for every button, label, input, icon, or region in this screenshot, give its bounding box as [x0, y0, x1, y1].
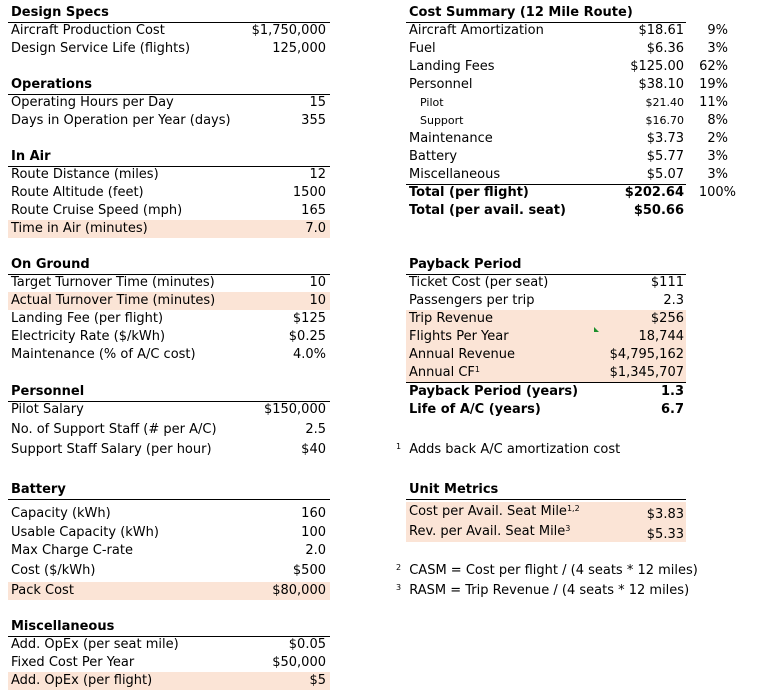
misc-header	[8, 618, 330, 637]
footnote-3	[396, 582, 689, 600]
on-ground-header	[8, 256, 330, 275]
footnote-number: 1	[396, 442, 402, 451]
row-label: Design Service Life (flights)	[11, 41, 191, 56]
row-label: No. of Support Staff (# per A/C)	[11, 422, 217, 437]
row-label: Capacity (kWh)	[11, 506, 111, 521]
row-label: Battery	[409, 149, 458, 164]
cost-total-seat-row[interactable]	[406, 202, 736, 220]
row-value: 125,000	[272, 41, 326, 56]
row-value: $21.40	[645, 96, 684, 109]
row-value: $5.77	[646, 149, 684, 164]
personnel-row[interactable]	[8, 401, 330, 419]
payback-row-calculated[interactable]	[406, 364, 686, 382]
row-label: Support	[420, 114, 464, 127]
battery-row[interactable]	[8, 562, 330, 580]
unit-metric-row[interactable]	[406, 522, 686, 542]
battery-row-calculated[interactable]	[8, 582, 330, 600]
row-label: Add. OpEx (per seat mile)	[11, 637, 179, 652]
row-label: Aircraft Production Cost	[11, 23, 165, 38]
row-label: Payback Period (years)	[409, 384, 579, 399]
personnel-row[interactable]	[8, 421, 330, 439]
row-label: Passengers per trip	[409, 293, 535, 308]
row-label: Trip Revenue	[409, 311, 493, 326]
row-value: $50,000	[272, 655, 326, 670]
row-value: $125	[292, 311, 326, 326]
payback-row-calculated[interactable]	[406, 346, 686, 364]
row-label: Pack Cost	[11, 583, 74, 598]
row-value: 10	[309, 275, 326, 290]
row-percent: 8%	[707, 113, 728, 128]
row-percent: 9%	[707, 23, 728, 38]
row-label: Personnel	[409, 77, 473, 92]
row-label: Flights Per Year	[409, 329, 509, 344]
row-value: 18,744	[638, 329, 684, 344]
misc-row[interactable]	[8, 636, 330, 654]
section-title: Unit Metrics	[409, 482, 499, 497]
row-value: $6.36	[646, 41, 684, 56]
footnote-marker: 3	[565, 524, 571, 533]
row-percent: 3%	[707, 149, 728, 164]
cost-row[interactable]	[406, 40, 736, 58]
row-label: Maintenance	[409, 131, 493, 146]
row-value: 2.3	[663, 293, 684, 308]
footnote-text: Adds back A/C amortization cost	[409, 442, 621, 457]
row-percent: 62%	[699, 59, 728, 74]
battery-row[interactable]	[8, 542, 330, 560]
on-ground-row[interactable]	[8, 310, 330, 328]
payback-row[interactable]	[406, 292, 686, 310]
row-value: $80,000	[272, 583, 326, 598]
cost-row-sub[interactable]	[406, 112, 736, 130]
footnote-marker: 1	[474, 365, 480, 374]
cost-summary-header	[406, 4, 686, 23]
section-title: Operations	[11, 77, 92, 92]
row-label: Miscellaneous	[409, 167, 501, 182]
on-ground-row[interactable]	[8, 274, 330, 292]
cost-row[interactable]	[406, 58, 736, 76]
row-percent: 3%	[707, 41, 728, 56]
row-value: $0.25	[288, 329, 326, 344]
row-label: Route Distance (miles)	[11, 167, 159, 182]
row-value: $16.70	[645, 114, 684, 127]
row-label: Actual Turnover Time (minutes)	[11, 293, 216, 308]
row-value: $202.64	[624, 185, 684, 200]
row-value: 1500	[292, 185, 326, 200]
unit-metric-row[interactable]	[406, 502, 686, 522]
row-label: Route Cruise Speed (mph)	[11, 203, 183, 218]
cost-row-sub[interactable]	[406, 94, 736, 112]
row-value: $3.83	[646, 507, 684, 522]
in-air-row[interactable]	[8, 166, 330, 184]
section-title: Miscellaneous	[11, 619, 115, 634]
row-value: 2.0	[305, 543, 326, 558]
row-label: Total (per flight)	[409, 185, 529, 200]
section-title: Payback Period	[409, 257, 522, 272]
misc-row-calculated[interactable]	[8, 672, 330, 690]
row-value: $5.07	[646, 167, 684, 182]
row-label: Landing Fees	[409, 59, 495, 74]
cost-row[interactable]	[406, 166, 736, 184]
row-label: Max Charge C-rate	[11, 543, 133, 558]
footnote-number: 3	[396, 583, 402, 592]
row-label: Cost ($/kWh)	[11, 563, 96, 578]
cost-row[interactable]	[406, 148, 736, 166]
row-label	[409, 364, 480, 382]
row-label	[409, 502, 580, 522]
row-label: Usable Capacity (kWh)	[11, 525, 159, 540]
row-value: 160	[301, 506, 326, 521]
row-percent: 19%	[699, 77, 728, 92]
design-specs-header	[8, 4, 330, 23]
cost-row[interactable]	[406, 76, 736, 94]
section-title: Battery	[11, 482, 66, 497]
section-title: Personnel	[11, 384, 85, 399]
misc-row[interactable]	[8, 654, 330, 672]
row-label: Add. OpEx (per flight)	[11, 673, 153, 688]
row-value: 1.3	[660, 384, 684, 399]
section-title: In Air	[11, 149, 51, 164]
row-value: 355	[301, 113, 326, 128]
row-label-text: Annual CF	[409, 365, 475, 380]
row-value: 100	[301, 525, 326, 540]
section-title: On Ground	[11, 257, 90, 272]
row-value: $18.61	[638, 23, 684, 38]
row-value: $0.05	[288, 637, 326, 652]
operations-header	[8, 76, 330, 95]
row-value: $150,000	[263, 402, 326, 417]
row-label: Pilot	[420, 96, 444, 109]
row-value: 2.5	[305, 422, 326, 437]
row-value: 4.0%	[292, 347, 326, 362]
row-value: 15	[309, 95, 326, 110]
footnote-text: RASM = Trip Revenue / (4 seats * 12 miles)	[409, 583, 690, 598]
personnel-header	[8, 383, 330, 402]
payback-row[interactable]	[406, 274, 686, 292]
row-label	[409, 522, 570, 542]
row-label: Target Turnover Time (minutes)	[11, 275, 215, 290]
row-value: $5.33	[646, 527, 684, 542]
row-label: Fixed Cost Per Year	[11, 655, 135, 670]
row-label: Life of A/C (years)	[409, 402, 541, 417]
row-label-text: Rev. per Avail. Seat Mile	[409, 524, 566, 539]
footnote-2	[396, 562, 698, 580]
row-value: $1,750,000	[251, 23, 326, 38]
on-ground-row[interactable]	[8, 328, 330, 346]
row-label: Pilot Salary	[11, 402, 84, 417]
row-label: Ticket Cost (per seat)	[409, 275, 549, 290]
payback-row-calculated[interactable]	[406, 328, 686, 346]
operations-row[interactable]	[8, 94, 330, 112]
row-label: Aircraft Amortization	[409, 23, 544, 38]
footnote-1	[396, 441, 620, 459]
personnel-row[interactable]	[8, 441, 330, 459]
in-air-row-calculated[interactable]	[8, 220, 330, 238]
cell-error-indicator-icon	[594, 327, 599, 332]
row-label: Time in Air (minutes)	[11, 221, 148, 236]
row-label: Landing Fee (per flight)	[11, 311, 164, 326]
row-value: $500	[292, 563, 326, 578]
row-value: $40	[301, 442, 326, 457]
row-value: $50.66	[633, 203, 684, 218]
battery-row[interactable]	[8, 524, 330, 542]
design-row[interactable]	[8, 40, 330, 58]
row-percent: 2%	[707, 131, 728, 146]
row-value: 165	[301, 203, 326, 218]
payback-row-calculated[interactable]	[406, 310, 686, 328]
payback-result-row[interactable]	[406, 401, 686, 419]
row-label: Maintenance (% of A/C cost)	[11, 347, 196, 362]
row-percent: 11%	[699, 95, 728, 110]
section-title: Cost Summary (12 Mile Route)	[409, 5, 633, 20]
row-value: 12	[309, 167, 326, 182]
row-value: 10	[309, 293, 326, 308]
row-value: 7.0	[305, 221, 326, 236]
payback-result-row[interactable]	[406, 383, 686, 401]
on-ground-row-calculated[interactable]	[8, 292, 330, 310]
row-percent: 3%	[707, 167, 728, 182]
row-label-text: Cost per Avail. Seat Mile	[409, 504, 567, 519]
battery-header	[8, 481, 330, 500]
cost-row[interactable]	[406, 130, 736, 148]
operations-row[interactable]	[8, 112, 330, 130]
design-row[interactable]	[8, 22, 330, 40]
footnote-marker: 1,2	[566, 504, 580, 513]
section-title: Design Specs	[11, 5, 109, 20]
row-value: $125.00	[630, 59, 684, 74]
row-label: Route Altitude (feet)	[11, 185, 144, 200]
footnote-text: CASM = Cost per flight / (4 seats * 12 miles)	[409, 563, 698, 578]
on-ground-row[interactable]	[8, 346, 330, 364]
row-label: Total (per avail. seat)	[409, 203, 566, 218]
row-value: $38.10	[638, 77, 684, 92]
payback-header	[406, 256, 686, 275]
cost-row[interactable]	[406, 22, 736, 40]
footnote-number: 2	[396, 563, 402, 572]
row-value: 6.7	[660, 402, 684, 417]
row-value: $5	[309, 673, 326, 688]
row-label: Electricity Rate ($/kWh)	[11, 329, 166, 344]
row-value: $256	[650, 311, 684, 326]
row-value: $4,795,162	[609, 347, 684, 362]
row-value: $3.73	[646, 131, 684, 146]
battery-row[interactable]	[8, 505, 330, 523]
row-label: Support Staff Salary (per hour)	[11, 442, 212, 457]
in-air-row[interactable]	[8, 202, 330, 220]
row-label: Days in Operation per Year (days)	[11, 113, 231, 128]
row-label: Fuel	[409, 41, 436, 56]
cost-total-row[interactable]	[406, 184, 736, 202]
row-label: Operating Hours per Day	[11, 95, 174, 110]
in-air-row[interactable]	[8, 184, 330, 202]
row-label: Annual Revenue	[409, 347, 515, 362]
row-percent: 100%	[698, 185, 736, 200]
in-air-header	[8, 148, 330, 167]
row-value: $111	[650, 275, 684, 290]
row-value: $1,345,707	[609, 365, 684, 380]
unit-metrics-header	[406, 481, 686, 500]
